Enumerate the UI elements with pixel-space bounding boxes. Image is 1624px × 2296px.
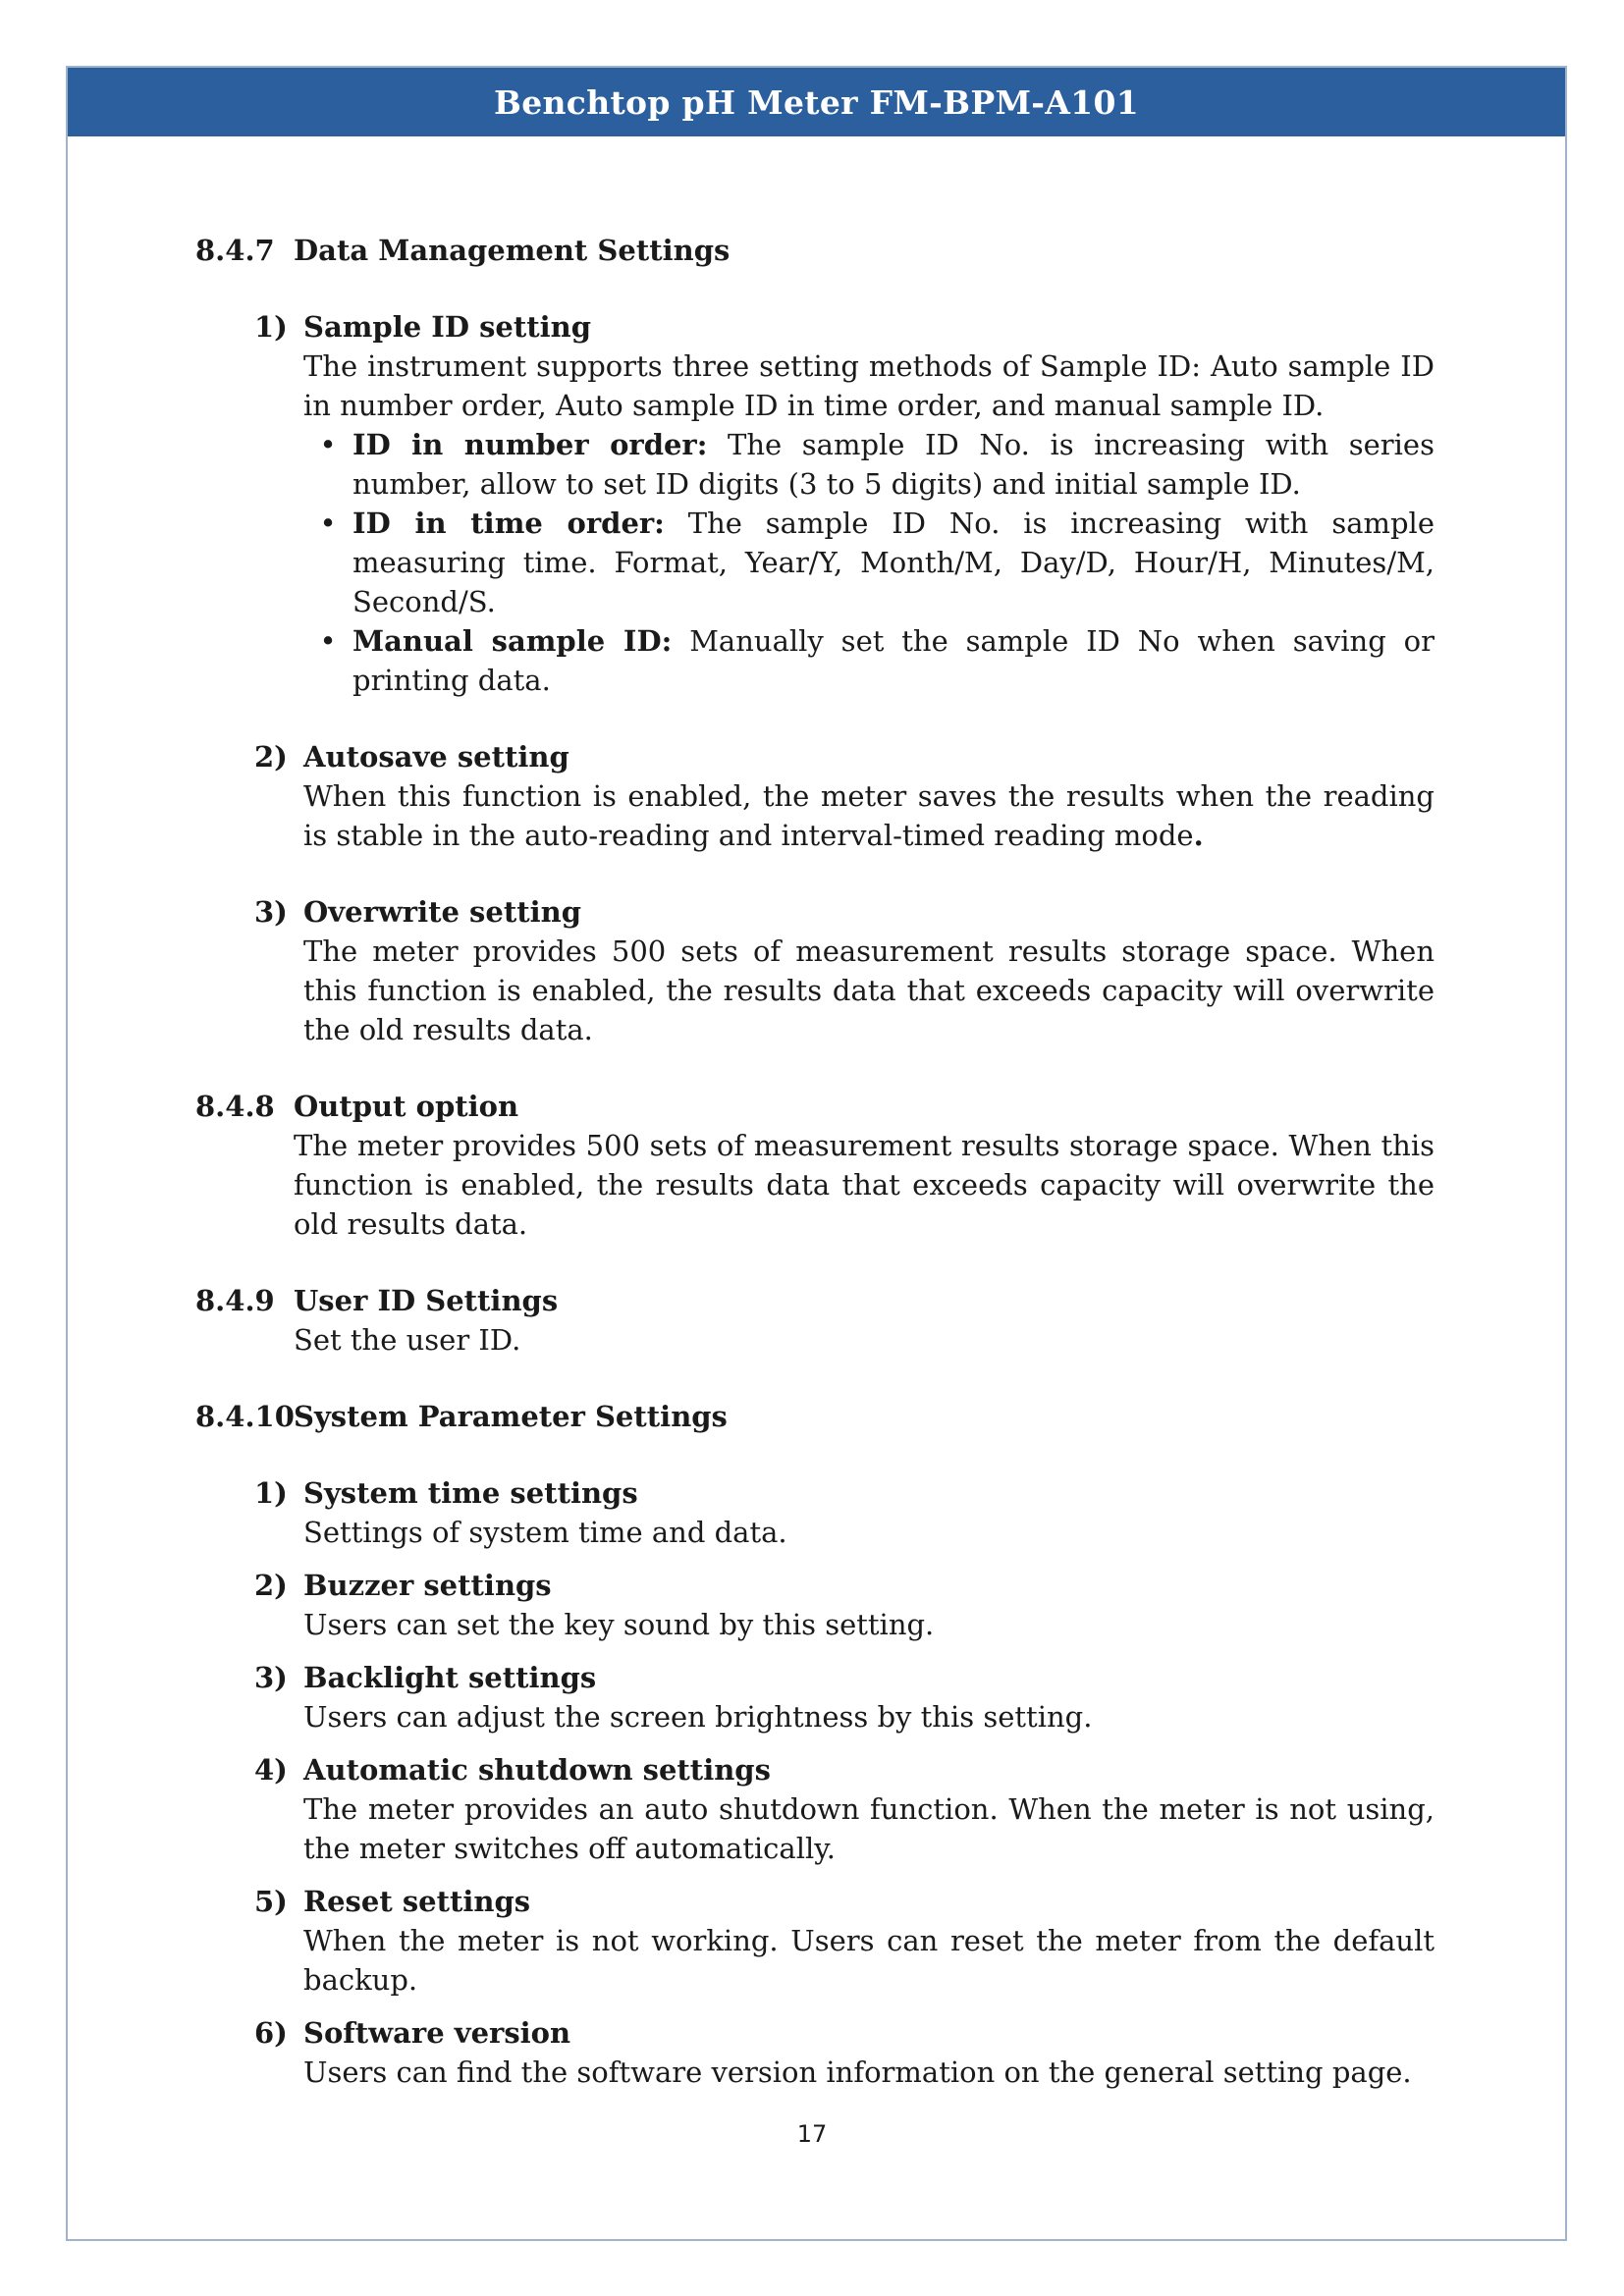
- item-heading: [254, 307, 1435, 347]
- bullet-item: [303, 504, 1435, 621]
- item-auto-shutdown: [195, 1750, 1435, 1868]
- section-output-option: [195, 1087, 1435, 1244]
- bullet-item: [303, 425, 1435, 504]
- bullet-term: ID in time order:: [352, 507, 665, 540]
- item-autosave: [195, 737, 1435, 855]
- item-buzzer: [195, 1566, 1435, 1644]
- item-title: Software version: [303, 2016, 571, 2050]
- item-heading: [254, 737, 1435, 776]
- item-overwrite: [195, 892, 1435, 1049]
- item-number: 4): [254, 1753, 288, 1787]
- item-text: Users can adjust the screen brightness by this setting.: [303, 1700, 1093, 1734]
- bullet-term: ID in number order:: [352, 428, 708, 461]
- header-title: Benchtop pH Meter FM-BPM-A101: [494, 82, 1139, 122]
- section-heading: [195, 1281, 1435, 1320]
- item-title: Autosave setting: [303, 740, 569, 774]
- item-title: Sample ID setting: [303, 310, 592, 344]
- item-text: Settings of system time and data.: [303, 1516, 787, 1549]
- item-software-version: [195, 2013, 1435, 2092]
- bullet-description: The sample ID No. is increasing with series number, allow to set ID digits (3 to 5 digits) and initial sample ID.: [352, 428, 1435, 501]
- bullet-text: [352, 425, 1435, 504]
- section-number: 8.4.10: [195, 1400, 295, 1433]
- section-number: 8.4.7: [195, 234, 275, 267]
- section-user-id: [195, 1281, 1435, 1360]
- bullet-icon: •: [319, 507, 337, 540]
- item-title: Overwrite setting: [303, 895, 581, 929]
- item-title: System time settings: [303, 1476, 638, 1510]
- item-title: Automatic shutdown settings: [303, 1753, 771, 1787]
- bullet-text: [352, 504, 1435, 621]
- bullet-icon: •: [319, 428, 337, 461]
- item-heading: [254, 1658, 1435, 1697]
- item-number: 2): [254, 1569, 288, 1602]
- item-text: The meter provides an auto shutdown function. When the meter is not using, the meter switches off automatically.: [303, 1792, 1435, 1865]
- section-title: System Parameter Settings: [294, 1400, 728, 1433]
- item-number: 1): [254, 310, 288, 344]
- section-system-parameters: [195, 1397, 1435, 2092]
- bullet-description: Manually set the sample ID No when saving or printing data.: [352, 624, 1435, 697]
- section-text: The meter provides 500 sets of measurement results storage space. When this function is enabled, the results data that exceeds capacity will overwrite the old results data.: [294, 1129, 1435, 1241]
- bullet-item: [303, 621, 1435, 700]
- item-sample-id: [195, 307, 1435, 700]
- item-text-end: .: [1193, 819, 1204, 852]
- section-title: User ID Settings: [294, 1284, 559, 1317]
- document-content: [195, 231, 1435, 2092]
- item-text: Users can set the key sound by this setting.: [303, 1608, 935, 1641]
- item-number: 2): [254, 740, 288, 774]
- section-number: 8.4.8: [195, 1090, 275, 1123]
- item-title: Reset settings: [303, 1885, 531, 1918]
- item-reset: [195, 1882, 1435, 2000]
- item-number: 6): [254, 2016, 288, 2050]
- section-data-management: [195, 231, 1435, 1049]
- bullet-text: [352, 621, 1435, 700]
- section-title: Data Management Settings: [294, 234, 731, 267]
- section-heading: [195, 231, 1435, 270]
- item-heading: [254, 892, 1435, 932]
- bullet-list: [303, 425, 1435, 700]
- item-text: The instrument supports three setting methods of Sample ID: Auto sample ID in number order, Auto sample ID in time order, and manual sample ID.: [303, 349, 1435, 422]
- bullet-description: The sample ID No. is increasing with sample measuring time. Format, Year/Y, Month/M, Day/D, Hour/H, Minutes/M, Second/S.: [352, 507, 1435, 618]
- item-title: Backlight settings: [303, 1661, 597, 1694]
- item-text: When this function is enabled, the meter saves the results when the reading is stable in the auto-reading and interval-timed reading mode: [303, 779, 1435, 852]
- item-heading: [254, 1473, 1435, 1513]
- page-number: 17: [796, 2120, 828, 2148]
- item-title: Buzzer settings: [303, 1569, 552, 1602]
- section-heading: [195, 1087, 1435, 1126]
- section-heading: [195, 1397, 1435, 1436]
- section-text: Set the user ID.: [294, 1323, 521, 1357]
- section-number: 8.4.9: [195, 1284, 275, 1317]
- item-number: 3): [254, 1661, 288, 1694]
- item-body: [254, 776, 1435, 855]
- item-number: 3): [254, 895, 288, 929]
- item-backlight: [195, 1658, 1435, 1736]
- item-number: 1): [254, 1476, 288, 1510]
- item-heading: [254, 1882, 1435, 1921]
- item-text: When the meter is not working. Users can reset the meter from the default backup.: [303, 1924, 1435, 1997]
- item-body: [254, 347, 1435, 700]
- item-heading: [254, 1566, 1435, 1605]
- item-text: Users can find the software version information on the general setting page.: [303, 2056, 1412, 2089]
- item-number: 5): [254, 1885, 288, 1918]
- item-text: The meter provides 500 sets of measurement results storage space. When this function is enabled, the results data that exceeds capacity will overwrite the old results data.: [303, 934, 1435, 1046]
- item-heading: [254, 2013, 1435, 2053]
- item-heading: [254, 1750, 1435, 1789]
- bullet-icon: •: [319, 624, 337, 658]
- section-title: Output option: [294, 1090, 519, 1123]
- item-system-time: [195, 1473, 1435, 1552]
- bullet-term: Manual sample ID:: [352, 624, 673, 658]
- page-header: [68, 68, 1565, 136]
